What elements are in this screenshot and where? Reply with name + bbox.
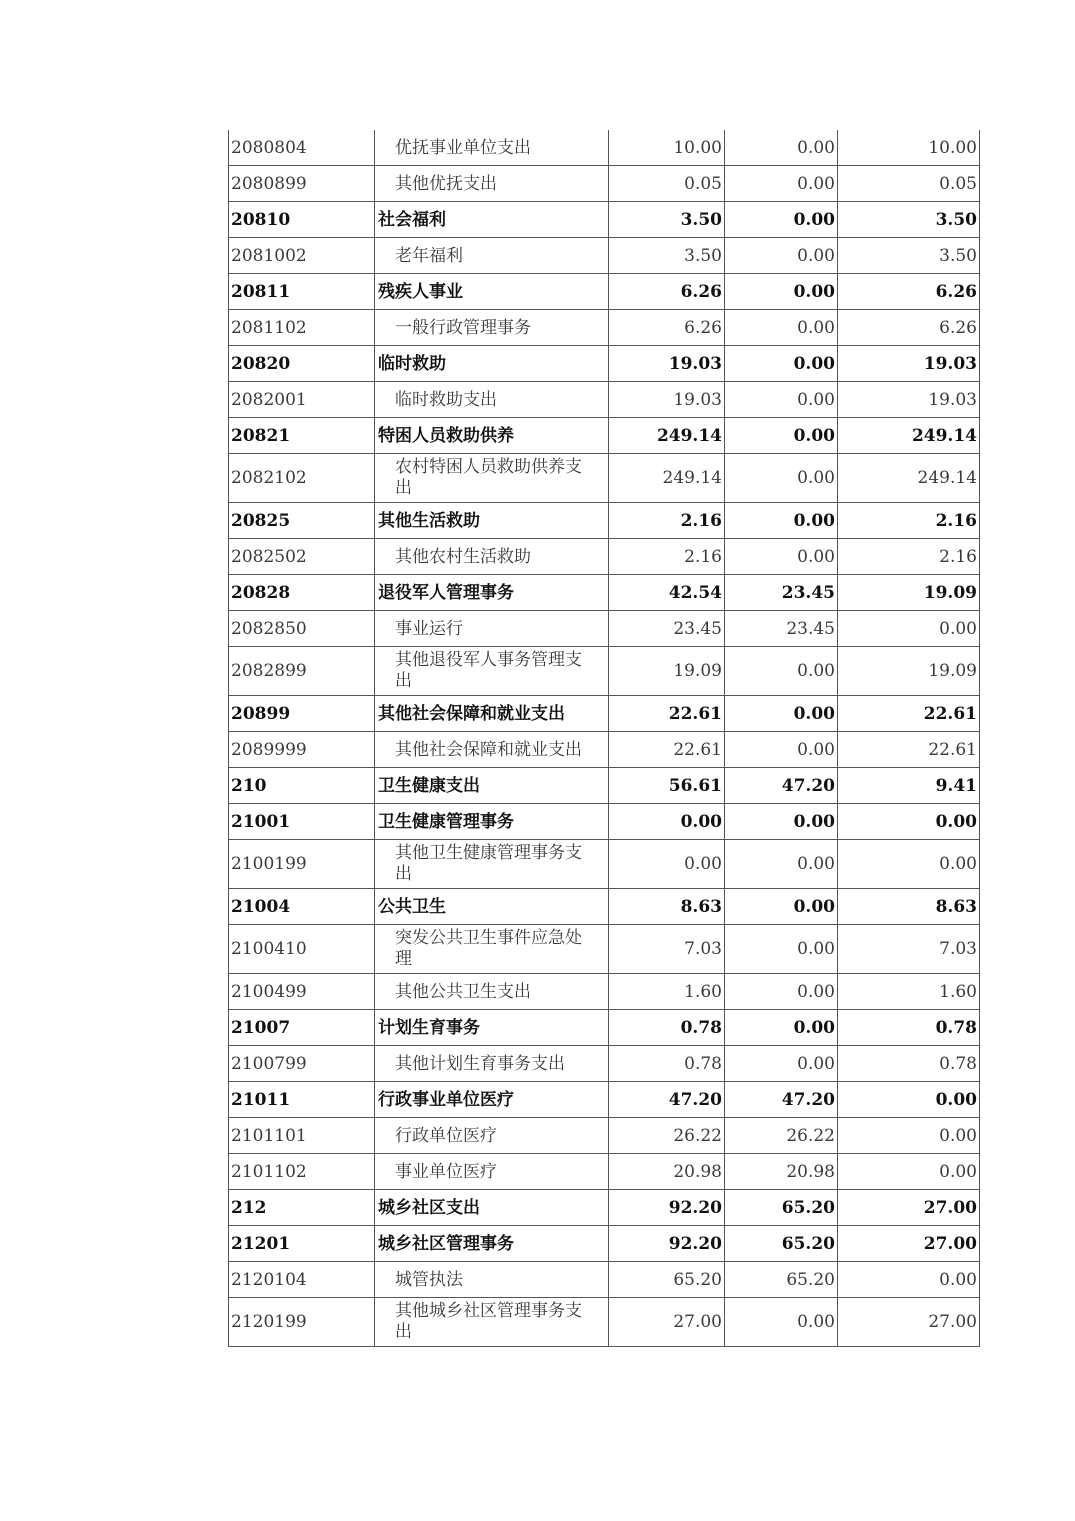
cell-code: 2082502 bbox=[229, 539, 375, 575]
cell-basic: 0.00 bbox=[725, 382, 838, 418]
cell-total: 6.26 bbox=[609, 310, 725, 346]
cell-project: 0.00 bbox=[838, 1082, 980, 1118]
cell-total: 0.78 bbox=[609, 1010, 725, 1046]
cell-basic: 0.00 bbox=[725, 346, 838, 382]
cell-basic: 0.00 bbox=[725, 840, 838, 889]
table-row bbox=[229, 454, 980, 503]
table-row bbox=[229, 503, 980, 539]
table-row bbox=[229, 575, 980, 611]
cell-basic: 23.45 bbox=[725, 611, 838, 647]
cell-basic: 0.00 bbox=[725, 454, 838, 503]
table-row bbox=[229, 539, 980, 575]
cell-basic: 23.45 bbox=[725, 575, 838, 611]
budget-expenditure-table bbox=[228, 130, 980, 1347]
table-row bbox=[229, 310, 980, 346]
cell-project: 10.00 bbox=[838, 130, 980, 166]
cell-total: 27.00 bbox=[609, 1298, 725, 1347]
cell-name: 城管执法 bbox=[375, 1262, 609, 1298]
cell-basic: 0.00 bbox=[725, 889, 838, 925]
cell-project: 19.03 bbox=[838, 346, 980, 382]
cell-code: 212 bbox=[229, 1190, 375, 1226]
cell-code: 2082850 bbox=[229, 611, 375, 647]
cell-code: 2080804 bbox=[229, 130, 375, 166]
cell-total: 6.26 bbox=[609, 274, 725, 310]
cell-total: 20.98 bbox=[609, 1154, 725, 1190]
cell-name: 老年福利 bbox=[375, 238, 609, 274]
table-row bbox=[229, 1298, 980, 1347]
cell-total: 249.14 bbox=[609, 418, 725, 454]
table-body bbox=[229, 130, 980, 1347]
cell-basic: 65.20 bbox=[725, 1226, 838, 1262]
table-row bbox=[229, 804, 980, 840]
cell-basic: 0.00 bbox=[725, 130, 838, 166]
table-row bbox=[229, 925, 980, 974]
table-row bbox=[229, 382, 980, 418]
cell-basic: 0.00 bbox=[725, 925, 838, 974]
cell-name: 残疾人事业 bbox=[375, 274, 609, 310]
cell-code: 2081002 bbox=[229, 238, 375, 274]
cell-code: 2100799 bbox=[229, 1046, 375, 1082]
cell-name: 行政单位医疗 bbox=[375, 1118, 609, 1154]
table-row bbox=[229, 1118, 980, 1154]
cell-code: 20811 bbox=[229, 274, 375, 310]
cell-project: 27.00 bbox=[838, 1190, 980, 1226]
cell-project: 2.16 bbox=[838, 539, 980, 575]
cell-total: 0.05 bbox=[609, 166, 725, 202]
cell-name: 公共卫生 bbox=[375, 889, 609, 925]
cell-name: 其他社会保障和就业支出 bbox=[375, 696, 609, 732]
cell-name: 事业单位医疗 bbox=[375, 1154, 609, 1190]
cell-name: 其他卫生健康管理事务支出 bbox=[375, 840, 609, 889]
cell-code: 21011 bbox=[229, 1082, 375, 1118]
table-row bbox=[229, 1010, 980, 1046]
cell-name: 计划生育事务 bbox=[375, 1010, 609, 1046]
cell-name: 一般行政管理事务 bbox=[375, 310, 609, 346]
cell-total: 26.22 bbox=[609, 1118, 725, 1154]
cell-project: 6.26 bbox=[838, 274, 980, 310]
cell-code: 2120104 bbox=[229, 1262, 375, 1298]
cell-basic: 0.00 bbox=[725, 804, 838, 840]
cell-project: 0.00 bbox=[838, 1118, 980, 1154]
cell-code: 21201 bbox=[229, 1226, 375, 1262]
cell-project: 6.26 bbox=[838, 310, 980, 346]
cell-total: 8.63 bbox=[609, 889, 725, 925]
cell-name: 退役军人管理事务 bbox=[375, 575, 609, 611]
cell-basic: 20.98 bbox=[725, 1154, 838, 1190]
cell-project: 0.00 bbox=[838, 1154, 980, 1190]
cell-project: 0.78 bbox=[838, 1046, 980, 1082]
cell-basic: 0.00 bbox=[725, 974, 838, 1010]
cell-total: 0.00 bbox=[609, 804, 725, 840]
table-row bbox=[229, 768, 980, 804]
cell-name: 农村特困人员救助供养支出 bbox=[375, 454, 609, 503]
table-row bbox=[229, 647, 980, 696]
cell-basic: 0.00 bbox=[725, 647, 838, 696]
cell-project: 3.50 bbox=[838, 202, 980, 238]
cell-total: 1.60 bbox=[609, 974, 725, 1010]
cell-code: 21004 bbox=[229, 889, 375, 925]
cell-total: 19.03 bbox=[609, 346, 725, 382]
table-row bbox=[229, 1226, 980, 1262]
cell-total: 0.78 bbox=[609, 1046, 725, 1082]
cell-basic: 65.20 bbox=[725, 1190, 838, 1226]
table-row bbox=[229, 1046, 980, 1082]
cell-code: 20899 bbox=[229, 696, 375, 732]
table-row bbox=[229, 840, 980, 889]
cell-project: 7.03 bbox=[838, 925, 980, 974]
table-row bbox=[229, 1190, 980, 1226]
cell-project: 0.00 bbox=[838, 611, 980, 647]
cell-basic: 65.20 bbox=[725, 1262, 838, 1298]
cell-project: 0.05 bbox=[838, 166, 980, 202]
cell-basic: 0.00 bbox=[725, 1298, 838, 1347]
cell-name: 其他城乡社区管理事务支出 bbox=[375, 1298, 609, 1347]
cell-name: 卫生健康支出 bbox=[375, 768, 609, 804]
cell-basic: 0.00 bbox=[725, 274, 838, 310]
cell-name: 其他退役军人事务管理支出 bbox=[375, 647, 609, 696]
cell-project: 22.61 bbox=[838, 732, 980, 768]
table-row bbox=[229, 202, 980, 238]
cell-code: 2089999 bbox=[229, 732, 375, 768]
cell-project: 249.14 bbox=[838, 454, 980, 503]
table-row bbox=[229, 418, 980, 454]
cell-total: 19.03 bbox=[609, 382, 725, 418]
cell-total: 23.45 bbox=[609, 611, 725, 647]
cell-total: 10.00 bbox=[609, 130, 725, 166]
cell-name: 优抚事业单位支出 bbox=[375, 130, 609, 166]
cell-name: 卫生健康管理事务 bbox=[375, 804, 609, 840]
cell-total: 65.20 bbox=[609, 1262, 725, 1298]
cell-basic: 0.00 bbox=[725, 418, 838, 454]
cell-project: 0.00 bbox=[838, 840, 980, 889]
cell-basic: 0.00 bbox=[725, 1046, 838, 1082]
cell-project: 19.09 bbox=[838, 575, 980, 611]
cell-total: 22.61 bbox=[609, 732, 725, 768]
table-row bbox=[229, 346, 980, 382]
cell-code: 2120199 bbox=[229, 1298, 375, 1347]
cell-name: 事业运行 bbox=[375, 611, 609, 647]
cell-project: 19.09 bbox=[838, 647, 980, 696]
cell-project: 8.63 bbox=[838, 889, 980, 925]
cell-project: 0.00 bbox=[838, 804, 980, 840]
cell-code: 2100199 bbox=[229, 840, 375, 889]
cell-code: 2100499 bbox=[229, 974, 375, 1010]
cell-name: 城乡社区管理事务 bbox=[375, 1226, 609, 1262]
cell-name: 临时救助 bbox=[375, 346, 609, 382]
table-row bbox=[229, 238, 980, 274]
cell-name: 突发公共卫生事件应急处理 bbox=[375, 925, 609, 974]
table-row bbox=[229, 611, 980, 647]
cell-code: 20820 bbox=[229, 346, 375, 382]
cell-basic: 47.20 bbox=[725, 768, 838, 804]
cell-project: 3.50 bbox=[838, 238, 980, 274]
cell-basic: 0.00 bbox=[725, 166, 838, 202]
cell-total: 249.14 bbox=[609, 454, 725, 503]
cell-name: 其他社会保障和就业支出 bbox=[375, 732, 609, 768]
cell-code: 21001 bbox=[229, 804, 375, 840]
cell-code: 2100410 bbox=[229, 925, 375, 974]
cell-code: 2082899 bbox=[229, 647, 375, 696]
cell-basic: 0.00 bbox=[725, 696, 838, 732]
cell-name: 社会福利 bbox=[375, 202, 609, 238]
cell-code: 210 bbox=[229, 768, 375, 804]
cell-code: 2101102 bbox=[229, 1154, 375, 1190]
cell-project: 2.16 bbox=[838, 503, 980, 539]
table-row bbox=[229, 889, 980, 925]
table-row bbox=[229, 130, 980, 166]
table-row bbox=[229, 696, 980, 732]
cell-project: 22.61 bbox=[838, 696, 980, 732]
cell-total: 47.20 bbox=[609, 1082, 725, 1118]
table-row bbox=[229, 1262, 980, 1298]
cell-name: 其他公共卫生支出 bbox=[375, 974, 609, 1010]
cell-code: 20825 bbox=[229, 503, 375, 539]
cell-code: 2101101 bbox=[229, 1118, 375, 1154]
cell-project: 0.00 bbox=[838, 1262, 980, 1298]
cell-total: 19.09 bbox=[609, 647, 725, 696]
cell-code: 20810 bbox=[229, 202, 375, 238]
cell-total: 7.03 bbox=[609, 925, 725, 974]
table-row bbox=[229, 1082, 980, 1118]
cell-total: 92.20 bbox=[609, 1190, 725, 1226]
cell-total: 3.50 bbox=[609, 202, 725, 238]
cell-total: 3.50 bbox=[609, 238, 725, 274]
cell-basic: 0.00 bbox=[725, 732, 838, 768]
cell-basic: 0.00 bbox=[725, 310, 838, 346]
cell-basic: 0.00 bbox=[725, 202, 838, 238]
cell-project: 1.60 bbox=[838, 974, 980, 1010]
cell-project: 19.03 bbox=[838, 382, 980, 418]
cell-basic: 0.00 bbox=[725, 238, 838, 274]
table-row bbox=[229, 166, 980, 202]
cell-code: 20821 bbox=[229, 418, 375, 454]
cell-basic: 0.00 bbox=[725, 539, 838, 575]
cell-total: 42.54 bbox=[609, 575, 725, 611]
cell-project: 249.14 bbox=[838, 418, 980, 454]
cell-basic: 47.20 bbox=[725, 1082, 838, 1118]
table-row bbox=[229, 274, 980, 310]
cell-name: 城乡社区支出 bbox=[375, 1190, 609, 1226]
cell-total: 2.16 bbox=[609, 539, 725, 575]
cell-project: 27.00 bbox=[838, 1298, 980, 1347]
cell-total: 92.20 bbox=[609, 1226, 725, 1262]
cell-project: 0.78 bbox=[838, 1010, 980, 1046]
cell-code: 2080899 bbox=[229, 166, 375, 202]
table-row bbox=[229, 974, 980, 1010]
cell-basic: 0.00 bbox=[725, 503, 838, 539]
cell-code: 21007 bbox=[229, 1010, 375, 1046]
cell-project: 27.00 bbox=[838, 1226, 980, 1262]
cell-name: 临时救助支出 bbox=[375, 382, 609, 418]
table-row bbox=[229, 732, 980, 768]
cell-total: 56.61 bbox=[609, 768, 725, 804]
cell-total: 22.61 bbox=[609, 696, 725, 732]
cell-name: 其他计划生育事务支出 bbox=[375, 1046, 609, 1082]
table-row bbox=[229, 1154, 980, 1190]
cell-name: 其他生活救助 bbox=[375, 503, 609, 539]
cell-basic: 0.00 bbox=[725, 1010, 838, 1046]
cell-code: 20828 bbox=[229, 575, 375, 611]
cell-total: 0.00 bbox=[609, 840, 725, 889]
cell-name: 其他农村生活救助 bbox=[375, 539, 609, 575]
cell-name: 其他优抚支出 bbox=[375, 166, 609, 202]
cell-code: 2082001 bbox=[229, 382, 375, 418]
cell-project: 9.41 bbox=[838, 768, 980, 804]
cell-basic: 26.22 bbox=[725, 1118, 838, 1154]
cell-code: 2082102 bbox=[229, 454, 375, 503]
cell-code: 2081102 bbox=[229, 310, 375, 346]
cell-name: 特困人员救助供养 bbox=[375, 418, 609, 454]
cell-total: 2.16 bbox=[609, 503, 725, 539]
cell-name: 行政事业单位医疗 bbox=[375, 1082, 609, 1118]
